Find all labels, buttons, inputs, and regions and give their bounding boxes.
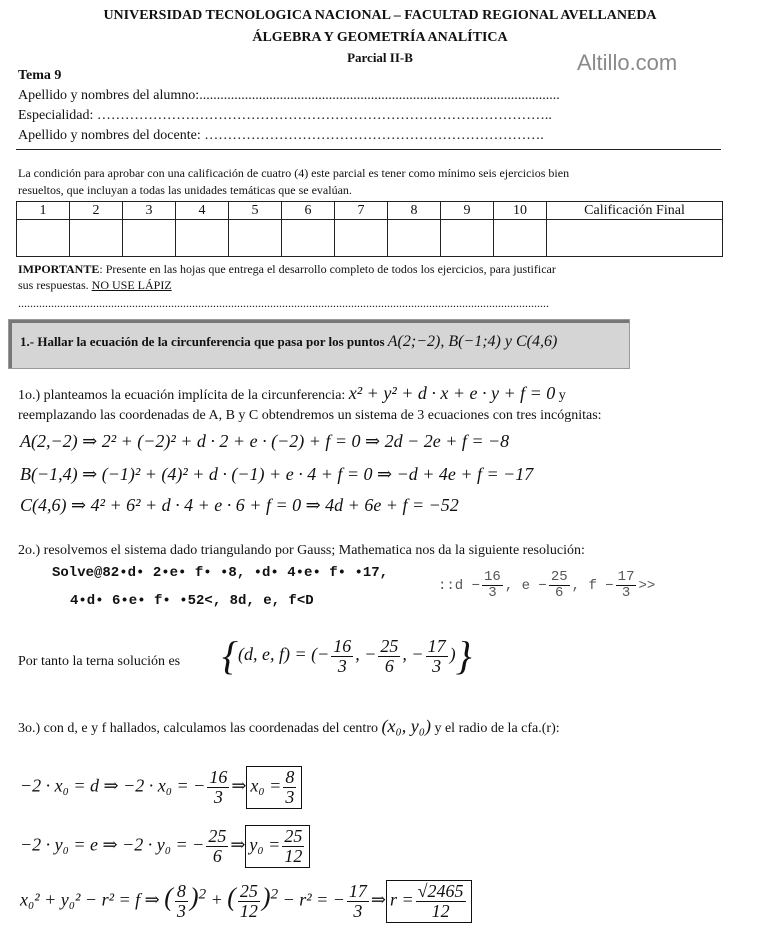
center-coords: (x₀, y₀) [381, 716, 431, 736]
specialty-field: Especialidad: …………………………………………………………………………………….. [18, 108, 552, 123]
important-text-1: : Presente en las hojas que entrega el desarrollo completo de todos los ejercicios, para justificar [99, 262, 556, 276]
terna-f-num: 17 [427, 635, 446, 656]
right-brace-icon: } [455, 633, 472, 678]
equation-a: A(2,−2) ⇒ 2² + (−2)² + d · 2 + e · (−2) + f = 0 ⇒ 2d − 2e + f = −8 [20, 431, 510, 451]
x0-result-label: x₀ = [250, 775, 282, 796]
r-eq-a: x₀² + y₀² − r² = f ⇒ [20, 889, 160, 910]
step1-line2: reemplazando las coordenadas de A, B y C obtendremos un sistema de 3 ecuaciones con tres incógnitas: [18, 408, 602, 423]
equation-c: C(4,6) ⇒ 4² + 6² + d · 4 + e · 6 + f = 0 ⇒ 4d + 6e + f = −52 [20, 495, 459, 515]
grade-col-header: 7 [335, 202, 388, 220]
r-arrow: ⇒ [370, 889, 386, 910]
grade-col-header: Calificación Final [547, 202, 723, 220]
grade-cell [229, 220, 282, 257]
equation-b: B(−1,4) ⇒ (−1)² + (4)² + d · (−1) + e · 4 + f = 0 ⇒ −d + 4e + f = −17 [20, 464, 534, 484]
d-numerator: 16 [484, 569, 501, 585]
question-text [20, 333, 557, 351]
grade-col-header: 4 [176, 202, 229, 220]
x0-d-num: 16 [209, 767, 228, 787]
step3-intro-end: y el radio de la cfa.(r): [434, 721, 560, 736]
grade-cell [70, 220, 123, 257]
x0-den: 3 [285, 786, 295, 807]
course-title: ÁLGEBRA Y GEOMETRÍA ANALÍTICA [252, 30, 508, 45]
result-d-label: ::d − [438, 577, 481, 594]
x0-num: 8 [285, 767, 295, 787]
grade-table-header-row [17, 202, 723, 220]
implicit-equation: x² + y² + d · x + e · y + f = 0 [348, 383, 556, 403]
result-end: >> [638, 577, 656, 594]
step1-intro [18, 383, 566, 404]
y0-equation [20, 825, 310, 868]
radius-equation: x₀² + y₀² − r² = f ⇒ ( $\frac{8}{3}$ )$^2$ + ( $\frac{25}{12}$ )$^2$ − r² = − $\frac{17}{3}$ ⇒ r = $\frac{√2465}{12}$ [20, 880, 472, 923]
mathematica-code-2: 4•d• 6•e• f• •52<, 8d, e, f<D [70, 593, 314, 609]
important-label: IMPORTANTE [18, 262, 100, 276]
grade-cell [176, 220, 229, 257]
r-y-num: 25 [239, 881, 258, 901]
y0-e-num: 25 [208, 826, 227, 846]
terna-d-num: 16 [333, 635, 352, 656]
condition-text-2: resueltos, que incluyan a todas las unidades temáticas que se evalúan. [18, 183, 352, 197]
terna-f-den: 3 [426, 656, 448, 676]
terna-sep-1: , − [355, 644, 377, 665]
r-f-den: 3 [347, 901, 369, 921]
terna-e-den: 6 [378, 656, 400, 676]
r-y-den: 12 [239, 900, 258, 921]
r-den: 12 [416, 901, 466, 921]
step1-intro-text: 1o.) planteamos la ecuación implícita de la circunferencia: [18, 388, 346, 403]
teacher-name-field: Apellido y nombres del docente: ………………………………………………………………. [18, 128, 544, 143]
x0-d-den: 3 [207, 787, 229, 807]
grade-cell [335, 220, 388, 257]
x0-arrow: ⇒ [231, 775, 247, 796]
no-pencil-warning: NO USE LÁPIZ [91, 278, 172, 292]
y0-num: 25 [284, 826, 303, 846]
grade-table-blank-row [17, 220, 723, 257]
grade-cell [441, 220, 494, 257]
y0-result-box [245, 825, 310, 868]
r-result-label: r = [390, 889, 414, 910]
terna-solution [222, 633, 472, 678]
f-numerator: 17 [617, 569, 635, 585]
grade-cell [17, 220, 70, 257]
y0-result-label: y₀ = [249, 834, 281, 855]
tema-label: Tema 9 [18, 68, 62, 83]
grade-col-header: 1 [17, 202, 70, 220]
r-x-den: 3 [176, 900, 186, 921]
step3-intro-text: 3o.) con d, e y f hallados, calculamos las coordenadas del centro [18, 721, 378, 736]
result-e-label: , e − [504, 577, 547, 594]
grade-col-header: 9 [441, 202, 494, 220]
y0-e-den: 6 [206, 846, 228, 866]
y0-arrow: ⇒ [230, 834, 246, 855]
terna-d-den: 3 [331, 656, 353, 676]
terna-close: ) [449, 644, 456, 665]
terna-sep-2: , − [402, 644, 424, 665]
r-eq-b: − r² = − [282, 889, 345, 910]
mathematica-result [438, 570, 655, 600]
grade-col-header: 8 [388, 202, 441, 220]
r-f-num: 17 [348, 881, 367, 901]
r-x-num: 8 [176, 881, 186, 901]
grade-col-header: 10 [494, 202, 547, 220]
d-denominator: 3 [482, 585, 503, 601]
r-num: √2465 [417, 881, 464, 901]
grade-cell [388, 220, 441, 257]
grade-col-header: 6 [282, 202, 335, 220]
mathematica-code-1: Solve@82•d• 2•e• f• •8, •d• 4•e• f• •17, [52, 565, 389, 581]
grade-col-header: 5 [229, 202, 282, 220]
student-name-field: Apellido y nombres del alumno:....................................................................................................... [18, 88, 560, 103]
step3-intro [18, 716, 560, 737]
x0-result-box [246, 766, 302, 809]
dotted-line: ................................................................................................................................................................................. [18, 296, 549, 310]
grade-col-header: 2 [70, 202, 123, 220]
left-brace-icon: { [222, 633, 238, 678]
terna-lhs: (d, e, f) = [238, 644, 312, 665]
result-f-label: , f − [571, 577, 614, 594]
r-result-box [386, 880, 472, 923]
exam-title: Parcial II-B [347, 50, 413, 65]
terna-open: (− [311, 644, 330, 665]
y0-eq-text: −2 · y₀ = e ⇒ −2 · y₀ = − [20, 834, 205, 855]
terna-e-num: 25 [380, 635, 399, 656]
important-note [18, 262, 556, 277]
x0-eq-text: −2 · x₀ = d ⇒ −2 · x₀ = − [20, 775, 206, 796]
grade-cell [282, 220, 335, 257]
university-title: UNIVERSIDAD TECNOLOGICA NACIONAL – FACULTAD REGIONAL AVELLANEDA [103, 8, 657, 23]
question-prefix: 1.- Hallar la ecuación de la circunferencia que pasa por los puntos [20, 334, 385, 349]
grade-col-header: 3 [123, 202, 176, 220]
question-points: A(2;−2), B(−1;4) y C(4,6) [387, 333, 558, 350]
e-numerator: 25 [550, 569, 568, 585]
y0-den: 12 [284, 845, 303, 866]
condition-text-1: La condición para aprobar con una calificación de cuatro (4) este parcial es tener como mínimo seis ejercicios bien [18, 166, 570, 180]
grade-cell [123, 220, 176, 257]
grade-cell [547, 220, 723, 257]
grade-table [16, 201, 723, 257]
divider [16, 149, 721, 150]
step1-intro-end: y [558, 388, 566, 403]
f-denominator: 3 [616, 585, 637, 601]
watermark-logo: Altillo.com [577, 50, 678, 75]
grade-cell [494, 220, 547, 257]
x0-equation [20, 766, 302, 809]
terna-label: Por tanto la terna solución es [18, 654, 181, 669]
e-denominator: 6 [549, 585, 570, 601]
important-note-2 [18, 278, 172, 293]
important-text-2: sus respuestas. [18, 278, 92, 292]
step2-intro: 2o.) resolvemos el sistema dado triangulando por Gauss; Mathematica nos da la siguiente resolución: [18, 543, 585, 558]
